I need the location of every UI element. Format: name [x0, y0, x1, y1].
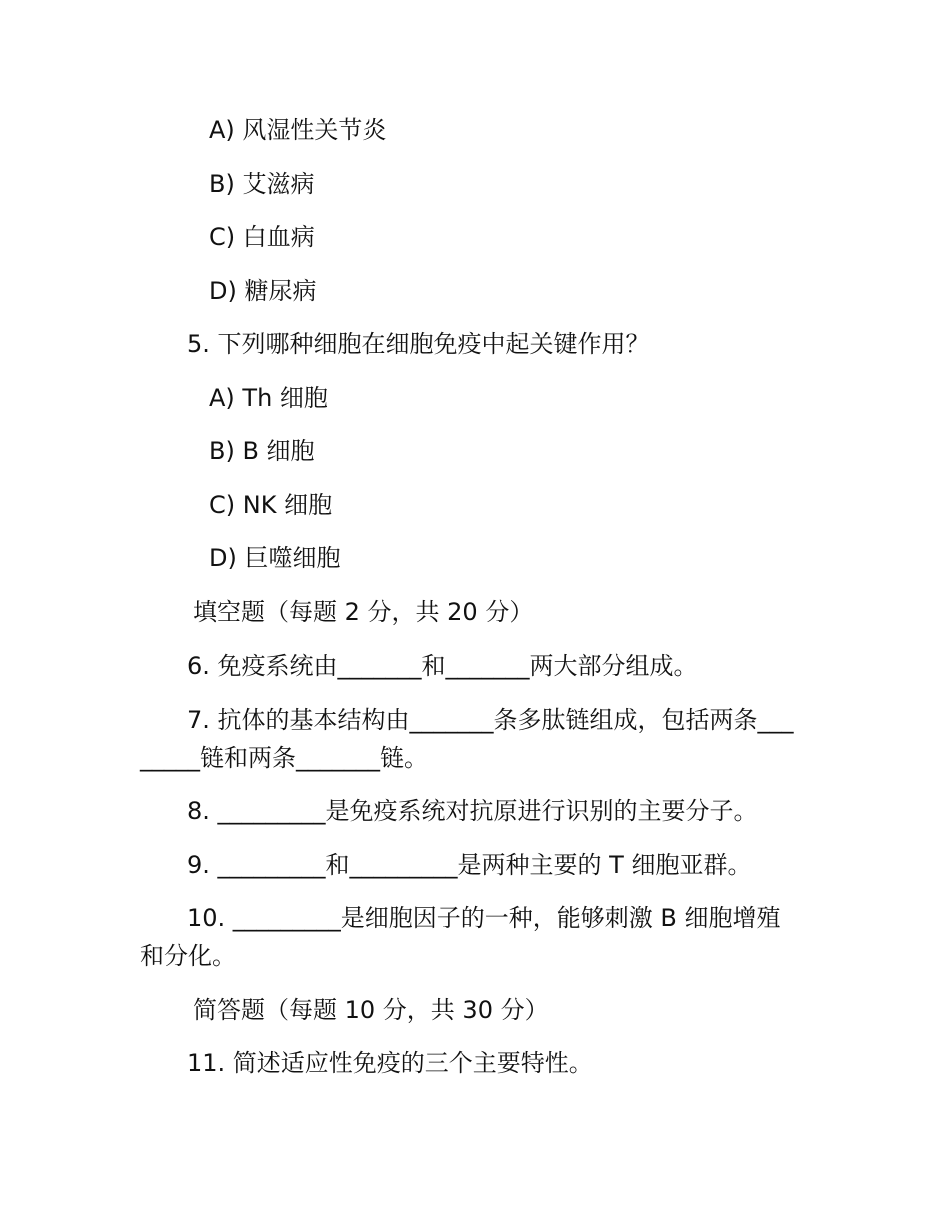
q7-line2: _____链和两条_______链。	[140, 744, 428, 772]
q5-option-d: D) 巨噬细胞	[209, 544, 341, 572]
q5-option-c: C) NK 细胞	[209, 491, 333, 519]
q11: 11. 简述适应性免疫的三个主要特性。	[187, 1049, 593, 1077]
q4-option-d: D) 糖尿病	[209, 277, 317, 305]
fill-section-heading: 填空题（每题 2 分，共 20 分）	[193, 598, 534, 626]
q6: 6. 免疫系统由_______和_______两大部分组成。	[187, 652, 698, 680]
q9: 9. _________和_________是两种主要的 T 细胞亚群。	[187, 851, 752, 879]
q5-stem: 5. 下列哪种细胞在细胞免疫中起关键作用？	[187, 330, 650, 358]
short-section-heading: 简答题（每题 10 分，共 30 分）	[193, 996, 549, 1024]
q7-line1: 7. 抗体的基本结构由_______条多肽链组成，包括两条___	[187, 706, 794, 734]
q4-option-a: A) 风湿性关节炎	[209, 116, 387, 144]
q5-option-a: A) Th 细胞	[209, 384, 328, 412]
q4-option-b: B) 艾滋病	[209, 170, 315, 198]
q5-option-b: B) B 细胞	[209, 437, 315, 465]
q10-line1: 10. _________是细胞因子的一种，能够刺激 B 细胞增殖	[187, 904, 781, 932]
q10-line2: 和分化。	[140, 942, 236, 970]
q8: 8. _________是免疫系统对抗原进行识别的主要分子。	[187, 797, 758, 825]
q4-option-c: C) 白血病	[209, 223, 315, 251]
